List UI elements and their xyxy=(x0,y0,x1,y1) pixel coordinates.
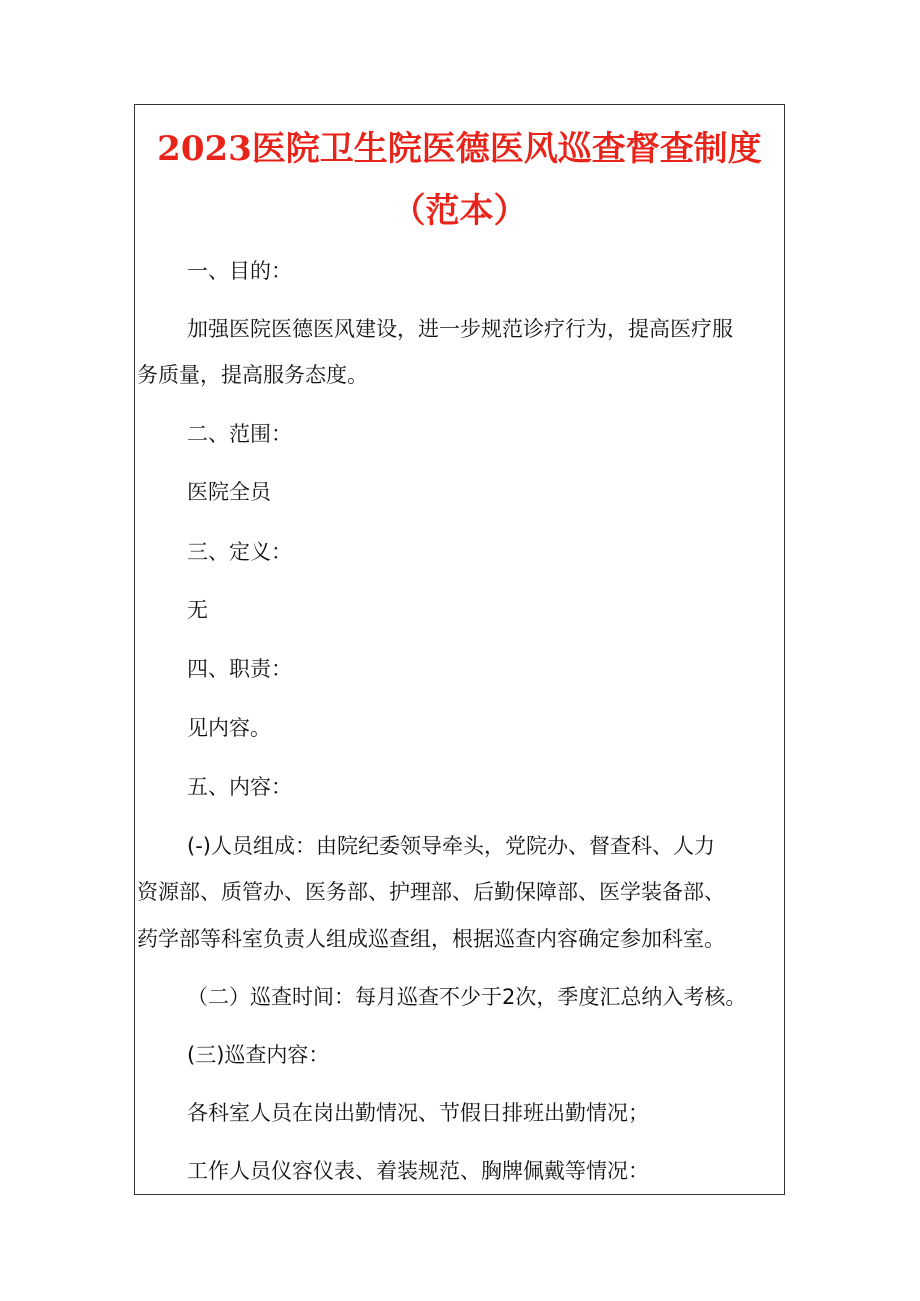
paragraph-team-line2: 资源部、质管办、医务部、护理部、后勤保障部、医学装备部、 xyxy=(137,880,725,904)
paragraph-purpose-line2: 务质量，提高服务态度。 xyxy=(137,363,368,387)
paragraph-purpose-line1: 加强医院医德医风建设，进一步规范诊疗行为，提高医疗服 xyxy=(187,317,733,341)
paragraph-duty: 见内容。 xyxy=(187,716,271,740)
section-heading-content: 五、内容： xyxy=(187,775,292,799)
paragraph-check-appearance: 工作人员仪容仪表、着装规范、胸牌佩戴等情况： xyxy=(187,1159,649,1183)
section-heading-duty: 四、职责： xyxy=(187,657,292,681)
subheading-inspection-content: (三)巡查内容： xyxy=(187,1043,330,1067)
document-subtitle: （范本） xyxy=(391,191,528,231)
paragraph-inspection-time: （二）巡查时间：每月巡查不少于2次，季度汇总纳入考核。 xyxy=(187,985,747,1009)
paragraph-team-line1: (-)人员组成：由院纪委领导牵头，党院办、督查科、人力 xyxy=(187,834,715,858)
paragraph-definition: 无 xyxy=(187,598,208,622)
section-heading-scope: 二、范围： xyxy=(187,422,292,446)
paragraph-team-line3: 药学部等科室负责人组成巡查组，根据巡查内容确定参加科室。 xyxy=(137,927,725,951)
document-title: 2023医院卫生院医德医风巡查督查制度 xyxy=(157,129,762,169)
document-page xyxy=(134,104,785,1195)
section-heading-definition: 三、定义： xyxy=(187,540,292,564)
paragraph-scope: 医院全员 xyxy=(187,480,271,504)
paragraph-check-attendance: 各科室人员在岗出勤情况、节假日排班出勤情况； xyxy=(187,1101,649,1125)
section-heading-purpose: 一、目的： xyxy=(187,259,292,283)
